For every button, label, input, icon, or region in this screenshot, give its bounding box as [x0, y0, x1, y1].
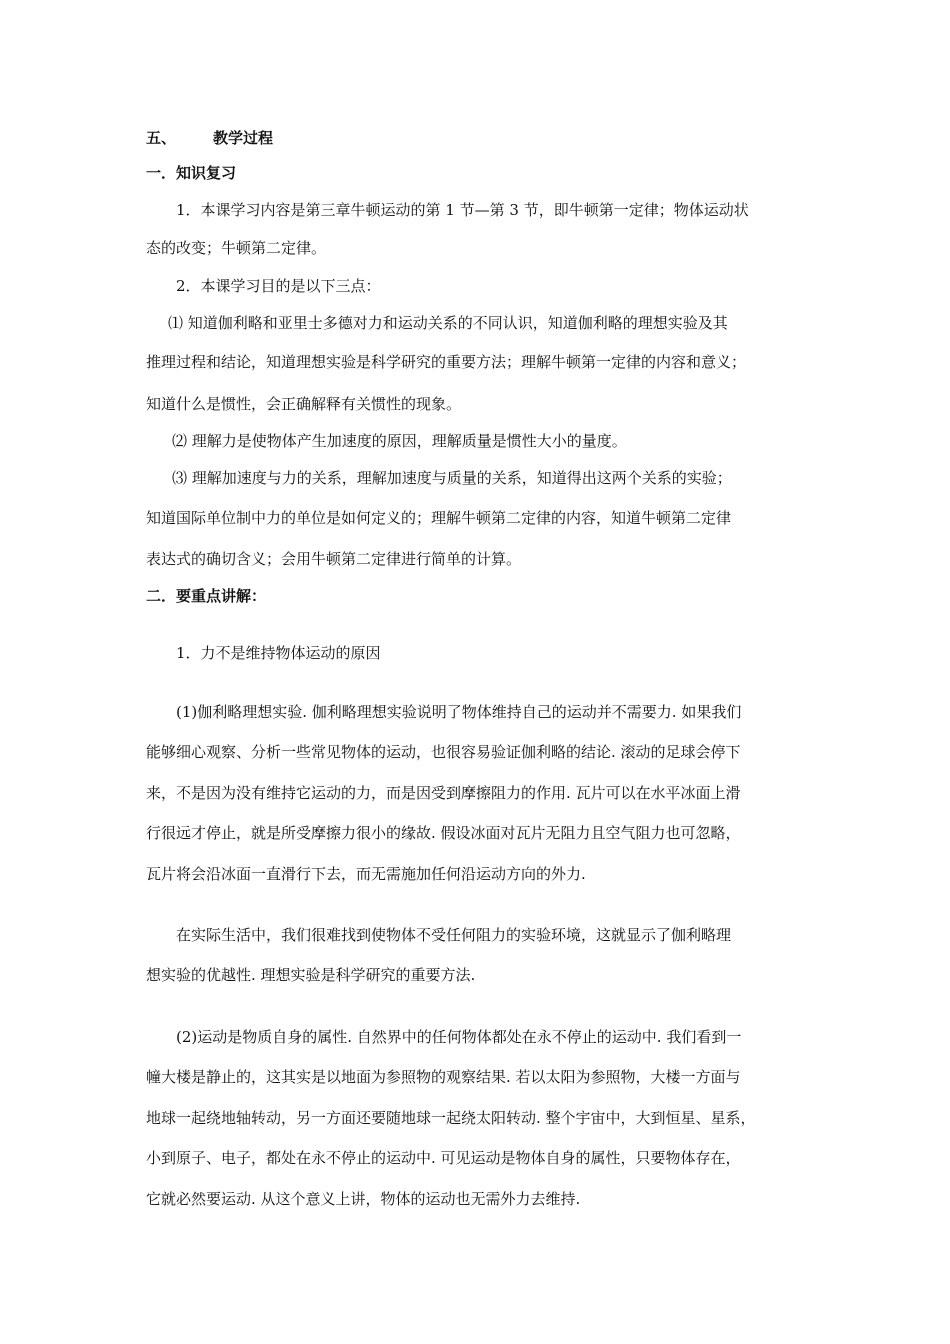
item1-line2: 态的改变；牛顿第二定律。 — [146, 239, 327, 257]
goal2: ⑵ 理解力是使物体产生加速度的原因，理解质量是惯性大小的量度。 — [172, 432, 627, 450]
section-title: 教学过程 — [213, 129, 274, 147]
item2: 2．本课学习目的是以下三点： — [176, 277, 381, 295]
goal3-line3: 表达式的确切含义；会用牛顿第二定律进行简单的计算。 — [146, 550, 522, 568]
para1-line2: 能够细心观察、分析一些常见物体的运动，也很容易验证伽利略的结论. 滚动的足球会停下 — [146, 743, 741, 761]
goal1-line2: 推理过程和结论，知道理想实验是科学研究的重要方法；理解牛顿第一定律的内容和意义； — [146, 353, 747, 371]
para1-line5: 瓦片将会沿冰面一直滑行下去，而无需施加任何沿运动方向的外力. — [146, 865, 586, 883]
para2-line2: 想实验的优越性. 理想实验是科学研究的重要方法. — [146, 966, 476, 984]
para3-line3: 地球一起绕地轴转动，另一方面还要随地球一起绕太阳转动. 整个宇宙中，大到恒星、星系， — [146, 1109, 756, 1127]
para2-line1: 在实际生活中，我们很难找到使物体不受任何阻力的实验环境，这就显示了伽利略理 — [176, 926, 732, 944]
goal3-line2: 知道国际单位制中力的单位是如何定义的；理解牛顿第二定律的内容，知道牛顿第二定律 — [146, 509, 732, 527]
item1-line1: 1．本课学习内容是第三章牛顿运动的第 1 节—第 3 节，即牛顿第一定律；物体运动状 — [176, 201, 749, 219]
para3-line1: (2)运动是物质自身的属性. 自然界中的任何物体都处在永不停止的运动中. 我们看到一 — [176, 1028, 742, 1046]
goal1-line3: 知道什么是惯性，会正确解释有关惯性的现象。 — [146, 395, 462, 413]
part1-heading: 一．知识复习 — [146, 164, 237, 182]
part2-heading: 二．要重点讲解： — [146, 587, 267, 605]
para3-line2: 幢大楼是静止的，这其实是以地面为参照物的观察结果. 若以太阳为参照物，大楼一方面与 — [146, 1068, 741, 1086]
para3-line5: 它就必然要运动. 从这个意义上讲，物体的运动也无需外力去维持. — [146, 1190, 581, 1208]
goal3-line1: ⑶ 理解加速度与力的关系，理解加速度与质量的关系，知道得出这两个关系的实验； — [172, 469, 732, 487]
point1-title: 1．力不是维持物体运动的原因 — [176, 644, 381, 662]
section-number: 五、 — [146, 129, 177, 147]
para3-line4: 小到原子、电子，都处在永不停止的运动中. 可见运动是物体自身的属性，只要物体存在， — [146, 1149, 741, 1167]
goal1-line1: ⑴ 知道伽利略和亚里士多德对力和运动关系的不同认识，知道伽利略的理想实验及其 — [168, 314, 728, 332]
para1-line3: 来，不是因为没有维持它运动的力，而是因受到摩擦阻力的作用. 瓦片可以在水平冰面上滑 — [146, 784, 741, 802]
para1-line1: (1)伽利略理想实验. 伽利略理想实验说明了物体维持自己的运动并不需要力. 如果我们 — [176, 703, 742, 721]
para1-line4: 行很远才停止，就是所受摩擦力很小的缘故. 假设冰面对瓦片无阻力且空气阻力也可忽略， — [146, 824, 741, 842]
